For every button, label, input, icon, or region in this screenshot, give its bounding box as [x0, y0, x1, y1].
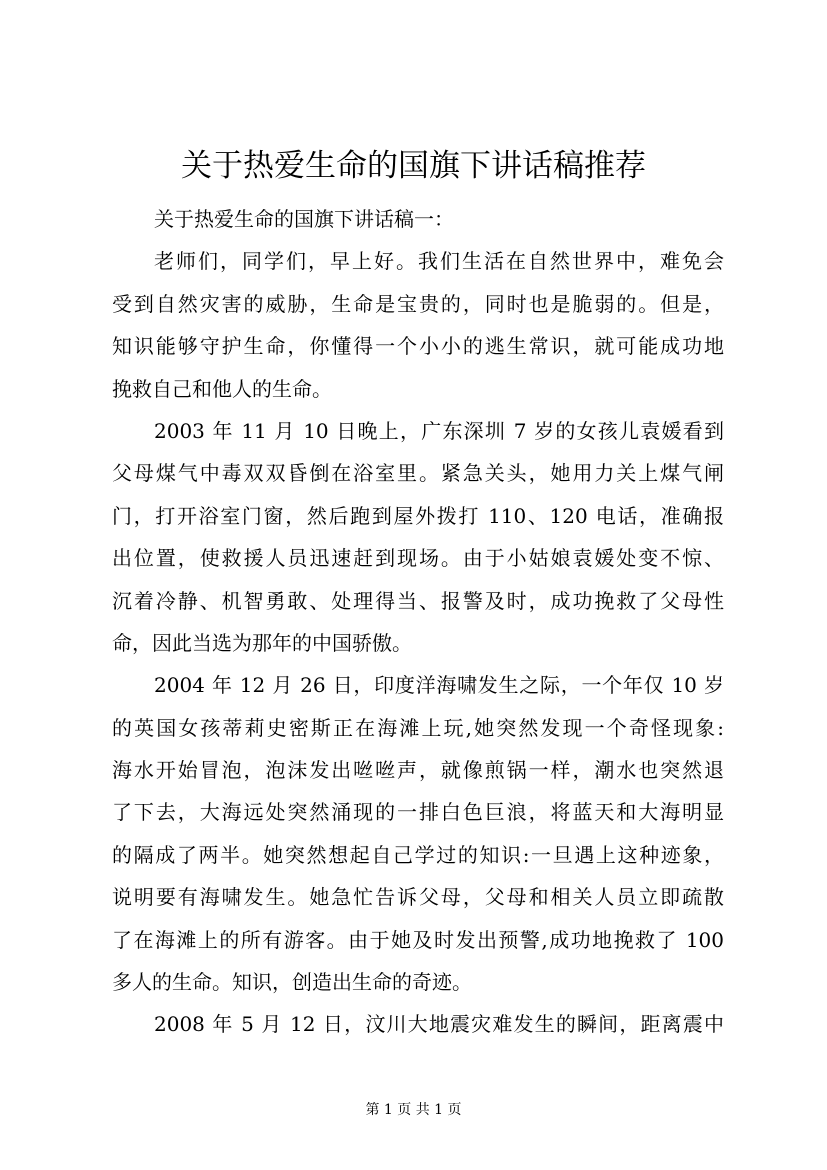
paragraph-line: 受到自然灾害的威胁，生命是宝贵的，同时也是脆弱的。但是，: [112, 291, 724, 316]
document-body: [112, 198, 724, 1046]
page-footer: 第 1 页 共 1 页: [365, 1102, 462, 1118]
page-title: 关于热爱生命的国旗下讲话稿推荐: [181, 148, 646, 184]
paragraph-line: 2004 年 12 月 26 日，印度洋海啸发生之际，一个年仅 10 岁: [154, 673, 724, 698]
paragraph-line: 命，因此当选为那年的中国骄傲。: [112, 630, 412, 655]
paragraph-line: 多人的生命。知识，创造出生命的奇迹。: [112, 970, 472, 995]
paragraph-line: 说明要有海啸发生。她急忙告诉父母，父母和相关人员立即疏散: [112, 885, 724, 910]
paragraph-line: 2008 年 5 月 12 日，汶川大地震灾难发生的瞬间，距离震中: [154, 1012, 724, 1037]
paragraph-line: 了在海滩上的所有游客。由于她及时发出预警,成功地挽救了 100: [112, 927, 724, 952]
paragraph-line: 知识能够守护生命，你懂得一个小小的逃生常识，就可能成功地: [112, 334, 724, 359]
paragraph-line: 海水开始冒泡，泡沫发出咝咝声，就像煎锅一样，潮水也突然退: [112, 758, 724, 783]
paragraph-line: 父母煤气中毒双双昏倒在浴室里。紧急关头，她用力关上煤气闸: [112, 461, 724, 486]
paragraph-line: 出位置，使救援人员迅速赶到现场。由于小姑娘袁媛处变不惊、: [112, 546, 724, 571]
paragraph-line: 老师们，同学们，早上好。我们生活在自然世界中，难免会: [154, 249, 724, 274]
paragraph-line: 沉着冷静、机智勇敢、处理得当、报警及时，成功挽救了父母性: [112, 588, 724, 613]
paragraph-line: 了下去，大海远处突然涌现的一排白色巨浪，将蓝天和大海明显: [112, 800, 724, 825]
paragraph-line: 2003 年 11 月 10 日晚上，广东深圳 7 岁的女孩儿袁媛看到: [154, 418, 724, 443]
paragraph-line: 的英国女孩蒂莉史密斯正在海滩上玩,她突然发现一个奇怪现象:: [112, 715, 724, 740]
paragraph-line: 的隔成了两半。她突然想起自己学过的知识:一旦遇上这种迹象，: [112, 842, 724, 867]
section-heading: 关于热爱生命的国旗下讲话稿一：: [154, 207, 454, 231]
paragraph-line: 挽救自己和他人的生命。: [112, 376, 332, 401]
paragraph-line: 门，打开浴室门窗，然后跑到屋外拨打 110、120 电话，准确报: [112, 503, 724, 528]
